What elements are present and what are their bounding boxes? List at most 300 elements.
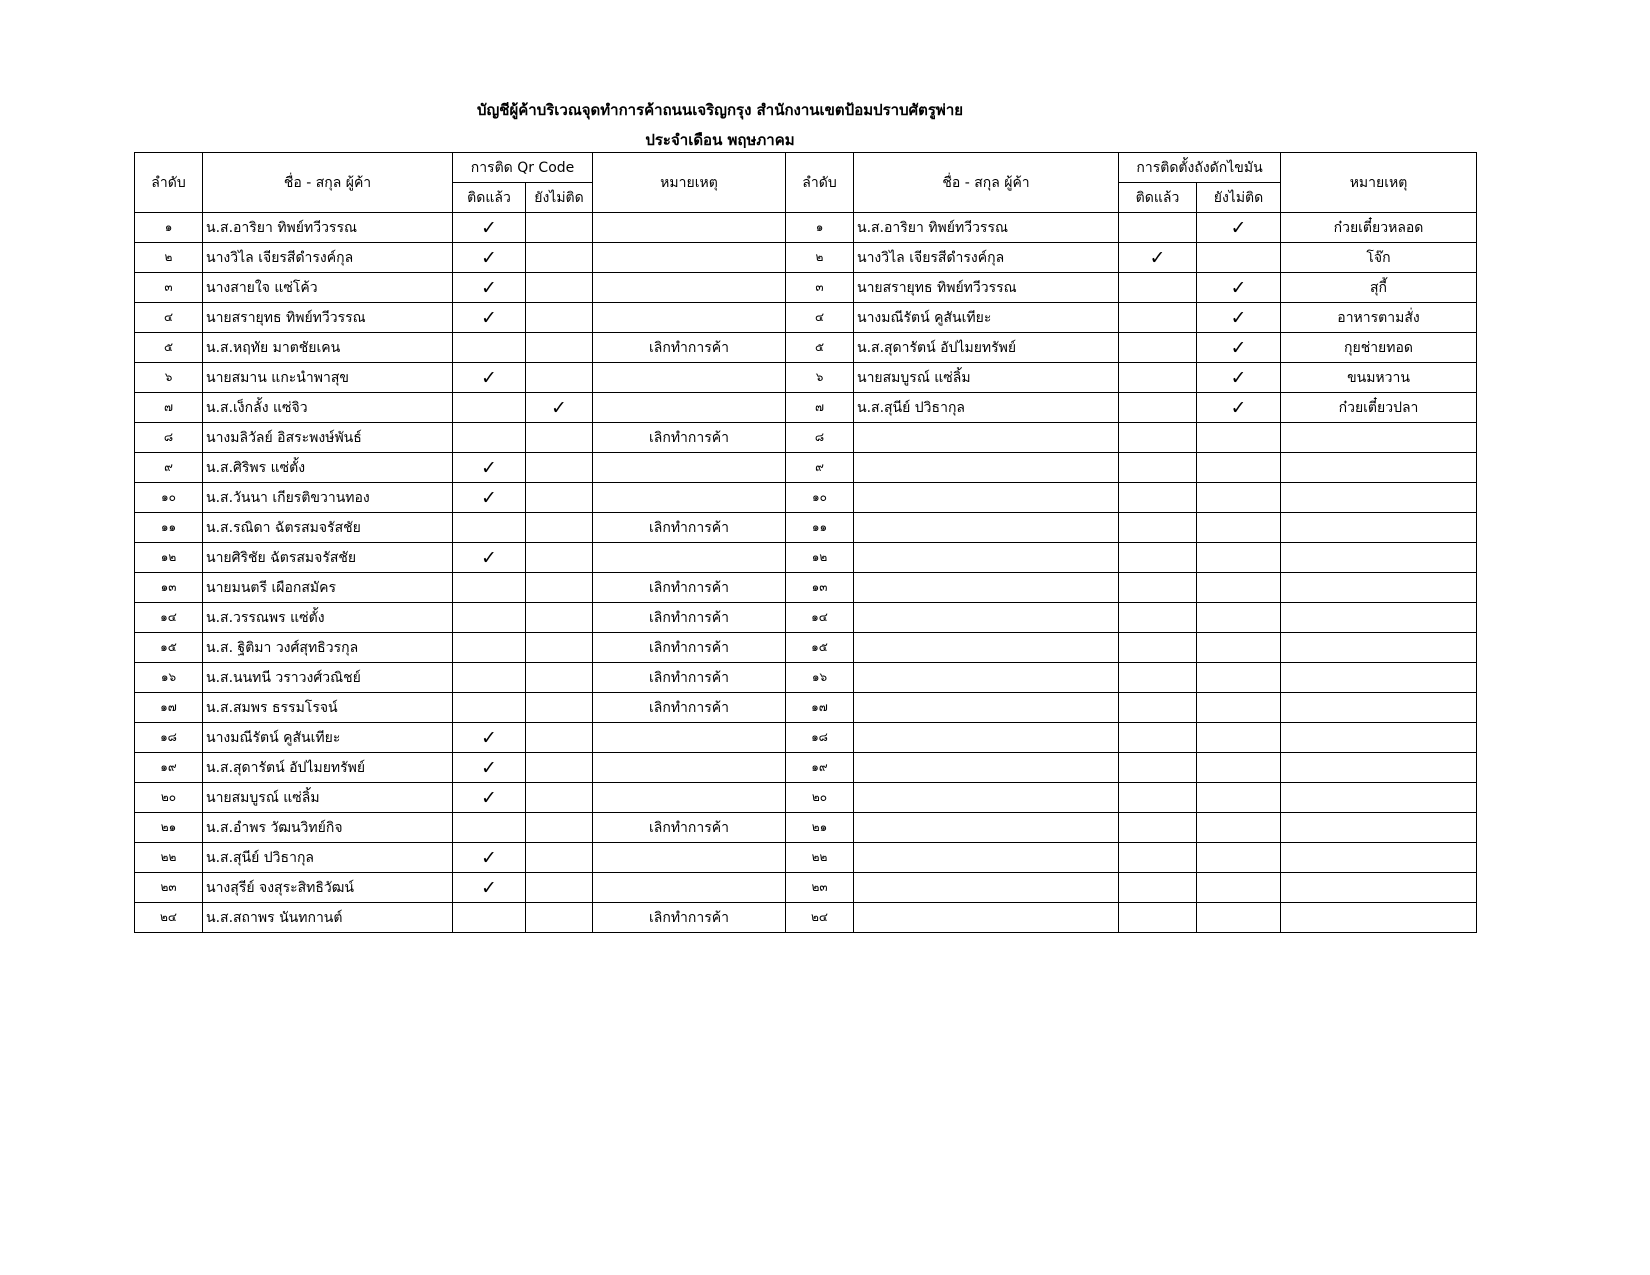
row-right-trap-notyet: [1197, 753, 1281, 783]
row-right-no: ๑๖: [786, 663, 854, 693]
row-right-name: [854, 693, 1119, 723]
row-right-remark: [1281, 543, 1477, 573]
row-left-name: นางวิไล เจียรสีดำรงค์กุล: [203, 243, 453, 273]
row-left-remark: [593, 213, 786, 243]
table-row: [135, 303, 1477, 333]
row-left-name: น.ส.ศิริพร แซ่ตั้ง: [203, 453, 453, 483]
row-right-trap-done: [1119, 273, 1197, 303]
row-right-name: น.ส.สุดารัตน์ อัปไมยทรัพย์: [854, 333, 1119, 363]
table-row: [135, 513, 1477, 543]
row-left-remark: [593, 543, 786, 573]
row-left-no: ๑๖: [135, 663, 203, 693]
row-right-trap-notyet: [1197, 603, 1281, 633]
row-left-name: นางมลิวัลย์ อิสระพงษ์พันธ์: [203, 423, 453, 453]
table-row: [135, 243, 1477, 273]
row-left-no: ๑๑: [135, 513, 203, 543]
row-right-remark: [1281, 423, 1477, 453]
row-right-trap-notyet: [1197, 723, 1281, 753]
row-left-name: น.ส.เง็กลั้ง แซ่จิว: [203, 393, 453, 423]
row-right-no: ๑๑: [786, 513, 854, 543]
row-right-remark: กุยช่ายทอด: [1281, 333, 1477, 363]
header-left-remark: หมายเหตุ: [593, 153, 786, 213]
row-right-no: ๑๓: [786, 573, 854, 603]
row-left-qr-notyet: [526, 333, 593, 363]
row-right-trap-done: [1119, 903, 1197, 933]
row-left-no: ๙: [135, 453, 203, 483]
row-left-remark: [593, 393, 786, 423]
row-left-qr-notyet: [526, 903, 593, 933]
row-left-qr-done: [453, 543, 526, 573]
row-left-remark: เลิกทำการค้า: [593, 423, 786, 453]
row-right-no: ๙: [786, 453, 854, 483]
row-right-no: ๑๕: [786, 633, 854, 663]
row-left-qr-done: [453, 423, 526, 453]
document-subtitle: ประจำเดือน พฤษภาคม: [645, 131, 795, 149]
row-left-remark: [593, 843, 786, 873]
table-row: [135, 213, 1477, 243]
check-icon: ✓: [1230, 276, 1247, 299]
row-right-trap-done: [1119, 483, 1197, 513]
row-left-qr-done: [453, 753, 526, 783]
row-right-trap-notyet: [1197, 843, 1281, 873]
check-icon: ✓: [481, 276, 497, 299]
table-row: [135, 273, 1477, 303]
row-left-qr-notyet: [526, 693, 593, 723]
row-right-remark: [1281, 723, 1477, 753]
row-left-no: ๖: [135, 363, 203, 393]
row-left-qr-done: [453, 573, 526, 603]
row-right-trap-done: [1119, 573, 1197, 603]
row-right-name: [854, 843, 1119, 873]
row-right-trap-notyet: [1197, 333, 1281, 363]
row-right-name: น.ส.อาริยา ทิพย์ทวีวรรณ: [854, 213, 1119, 243]
check-icon: ✓: [481, 846, 497, 869]
row-left-no: ๑๐: [135, 483, 203, 513]
row-right-no: ๒๓: [786, 873, 854, 903]
table-row: [135, 423, 1477, 453]
row-left-remark: เลิกทำการค้า: [593, 513, 786, 543]
row-right-no: ๑๔: [786, 603, 854, 633]
row-left-name: น.ส.วรรณพร แซ่ตั้ง: [203, 603, 453, 633]
row-left-no: ๑: [135, 213, 203, 243]
check-icon: ✓: [481, 546, 497, 569]
header-right-name: ชื่อ - สกุล ผู้ค้า: [854, 153, 1119, 213]
row-left-qr-done: [453, 453, 526, 483]
row-left-qr-notyet: [526, 243, 593, 273]
row-right-no: ๕: [786, 333, 854, 363]
row-right-trap-notyet: [1197, 213, 1281, 243]
row-left-name: นางมณีรัตน์ คูสันเทียะ: [203, 723, 453, 753]
table-row: [135, 633, 1477, 663]
row-left-name: นางสายใจ แซ่โค้ว: [203, 273, 453, 303]
row-left-remark: เลิกทำการค้า: [593, 633, 786, 663]
row-left-name: น.ส.สถาพร นันทกานต์: [203, 903, 453, 933]
row-left-remark: เลิกทำการค้า: [593, 813, 786, 843]
row-left-qr-done: [453, 363, 526, 393]
row-left-qr-done: [453, 813, 526, 843]
row-right-trap-done: [1119, 513, 1197, 543]
row-right-no: ๑: [786, 213, 854, 243]
row-right-name: [854, 753, 1119, 783]
row-left-remark: [593, 243, 786, 273]
row-right-no: ๑๐: [786, 483, 854, 513]
row-left-name: น.ส.อำพร วัฒนวิทย์กิจ: [203, 813, 453, 843]
row-right-name: [854, 513, 1119, 543]
row-left-remark: [593, 873, 786, 903]
check-icon: ✓: [1230, 396, 1247, 419]
row-left-no: ๘: [135, 423, 203, 453]
row-right-trap-notyet: [1197, 543, 1281, 573]
table-row: [135, 543, 1477, 573]
row-left-no: ๒๑: [135, 813, 203, 843]
table-row: [135, 753, 1477, 783]
row-left-qr-done: [453, 333, 526, 363]
row-left-qr-notyet: [526, 453, 593, 483]
table-row: [135, 873, 1477, 903]
row-left-no: ๒: [135, 243, 203, 273]
row-left-qr-notyet: [526, 873, 593, 903]
check-icon: ✓: [481, 786, 497, 809]
row-left-no: ๗: [135, 393, 203, 423]
table-row: [135, 843, 1477, 873]
row-right-remark: [1281, 903, 1477, 933]
row-left-name: นายศิริชัย ฉัตรสมจรัสชัย: [203, 543, 453, 573]
row-right-no: ๑๙: [786, 753, 854, 783]
row-left-qr-notyet: [526, 753, 593, 783]
check-icon: ✓: [1149, 246, 1166, 269]
row-left-qr-notyet: [526, 573, 593, 603]
row-right-name: [854, 483, 1119, 513]
row-right-trap-notyet: [1197, 423, 1281, 453]
row-left-name: น.ส.สุนีย์ ปวิธากุล: [203, 843, 453, 873]
row-right-name: [854, 603, 1119, 633]
row-right-name: [854, 633, 1119, 663]
row-right-trap-notyet: [1197, 483, 1281, 513]
row-left-qr-notyet: [526, 543, 593, 573]
row-right-name: นางมณีรัตน์ คูสันเทียะ: [854, 303, 1119, 333]
row-right-trap-done: [1119, 843, 1197, 873]
header-left-done: ติดแล้ว: [453, 183, 526, 213]
row-right-trap-notyet: [1197, 693, 1281, 723]
row-left-no: ๒๒: [135, 843, 203, 873]
row-left-no: ๑๕: [135, 633, 203, 663]
row-left-qr-notyet: [526, 213, 593, 243]
row-right-remark: [1281, 603, 1477, 633]
check-icon: ✓: [481, 246, 497, 269]
row-left-no: ๑๙: [135, 753, 203, 783]
check-icon: ✓: [481, 216, 497, 239]
row-right-remark: อาหารตามสั่ง: [1281, 303, 1477, 333]
row-left-remark: เลิกทำการค้า: [593, 603, 786, 633]
table-row: [135, 453, 1477, 483]
row-right-name: [854, 453, 1119, 483]
row-left-qr-notyet: [526, 303, 593, 333]
row-left-name: น.ส.สุดารัตน์ อัปไมยทรัพย์: [203, 753, 453, 783]
table-row: [135, 363, 1477, 393]
row-left-qr-done: [453, 603, 526, 633]
table-row: [135, 813, 1477, 843]
row-left-remark: [593, 363, 786, 393]
row-left-qr-done: [453, 273, 526, 303]
header-left-no: ลำดับ: [135, 153, 203, 213]
row-left-no: ๒๔: [135, 903, 203, 933]
check-icon: ✓: [481, 756, 497, 779]
table-row: [135, 903, 1477, 933]
check-icon: ✓: [1230, 366, 1247, 389]
row-right-trap-notyet: [1197, 243, 1281, 273]
row-right-remark: ก๋วยเตี๋ยวปลา: [1281, 393, 1477, 423]
row-right-remark: [1281, 513, 1477, 543]
row-right-trap-notyet: [1197, 573, 1281, 603]
row-left-no: ๑๒: [135, 543, 203, 573]
row-left-no: ๒๐: [135, 783, 203, 813]
row-right-remark: โจ๊ก: [1281, 243, 1477, 273]
row-right-trap-notyet: [1197, 873, 1281, 903]
row-right-no: ๑๗: [786, 693, 854, 723]
row-right-no: ๒๒: [786, 843, 854, 873]
row-left-no: ๑๘: [135, 723, 203, 753]
check-icon: ✓: [481, 486, 497, 509]
check-icon: ✓: [1230, 306, 1247, 329]
row-left-name: น.ส.หฤทัย มาตชัยเคน: [203, 333, 453, 363]
row-right-remark: [1281, 813, 1477, 843]
row-left-qr-notyet: [526, 423, 593, 453]
row-left-remark: [593, 723, 786, 753]
row-right-trap-done: [1119, 783, 1197, 813]
row-left-remark: เลิกทำการค้า: [593, 693, 786, 723]
row-left-qr-done: [453, 873, 526, 903]
header-right-no: ลำดับ: [786, 153, 854, 213]
row-left-remark: [593, 303, 786, 333]
row-right-no: ๑๘: [786, 723, 854, 753]
row-right-trap-notyet: [1197, 273, 1281, 303]
row-right-trap-notyet: [1197, 363, 1281, 393]
check-icon: ✓: [1230, 216, 1247, 239]
row-left-name: น.ส. ฐิติมา วงศ์สุทธิวรกุล: [203, 633, 453, 663]
row-right-no: ๒๔: [786, 903, 854, 933]
row-right-name: นางวิไล เจียรสีดำรงค์กุล: [854, 243, 1119, 273]
table-row: [135, 663, 1477, 693]
row-right-remark: [1281, 753, 1477, 783]
row-right-trap-done: [1119, 213, 1197, 243]
row-left-qr-notyet: [526, 363, 593, 393]
row-left-qr-done: [453, 483, 526, 513]
row-right-trap-done: [1119, 333, 1197, 363]
row-left-name: น.ส.นนทนี วราวงศ์วณิชย์: [203, 663, 453, 693]
check-icon: ✓: [481, 456, 497, 479]
header-right-notyet: ยังไม่ติด: [1197, 183, 1281, 213]
row-left-qr-done: [453, 513, 526, 543]
row-left-remark: เลิกทำการค้า: [593, 663, 786, 693]
row-right-trap-done: [1119, 303, 1197, 333]
header-right-remark: หมายเหตุ: [1281, 153, 1477, 213]
row-right-name: [854, 783, 1119, 813]
row-right-trap-notyet: [1197, 663, 1281, 693]
row-right-remark: ก๋วยเตี๋ยวหลอด: [1281, 213, 1477, 243]
row-left-qr-notyet: [526, 663, 593, 693]
row-right-trap-notyet: [1197, 453, 1281, 483]
row-left-remark: [593, 483, 786, 513]
row-right-trap-done: [1119, 723, 1197, 753]
row-right-name: [854, 873, 1119, 903]
check-icon: ✓: [481, 366, 497, 389]
row-left-name: น.ส.สมพร ธรรมโรจน์: [203, 693, 453, 723]
row-right-remark: [1281, 573, 1477, 603]
row-right-trap-done: [1119, 663, 1197, 693]
row-right-no: ๘: [786, 423, 854, 453]
row-left-no: ๔: [135, 303, 203, 333]
row-left-qr-done: [453, 693, 526, 723]
row-right-remark: [1281, 633, 1477, 663]
table-row: [135, 573, 1477, 603]
row-right-trap-done: [1119, 393, 1197, 423]
row-right-remark: ขนมหวาน: [1281, 363, 1477, 393]
row-left-remark: [593, 753, 786, 783]
row-right-trap-notyet: [1197, 813, 1281, 843]
row-right-trap-notyet: [1197, 633, 1281, 663]
row-left-remark: [593, 783, 786, 813]
row-right-trap-notyet: [1197, 513, 1281, 543]
row-left-qr-done: [453, 783, 526, 813]
vendor-table-body: [135, 213, 1477, 933]
row-left-name: น.ส.รณิดา ฉัตรสมจรัสชัย: [203, 513, 453, 543]
row-left-name: นายสมาน แกะนำพาสุข: [203, 363, 453, 393]
row-right-no: ๒๑: [786, 813, 854, 843]
row-right-remark: [1281, 843, 1477, 873]
row-right-trap-done: [1119, 693, 1197, 723]
row-right-trap-notyet: [1197, 393, 1281, 423]
row-right-name: [854, 663, 1119, 693]
row-right-remark: สุกี้: [1281, 273, 1477, 303]
row-left-qr-notyet: [526, 273, 593, 303]
row-left-qr-done: [453, 303, 526, 333]
table-row: [135, 693, 1477, 723]
table-row: [135, 483, 1477, 513]
row-right-trap-done: [1119, 633, 1197, 663]
check-icon: ✓: [481, 306, 497, 329]
table-row: [135, 333, 1477, 363]
row-right-remark: [1281, 663, 1477, 693]
row-left-remark: เลิกทำการค้า: [593, 573, 786, 603]
row-left-qr-done: [453, 903, 526, 933]
row-left-qr-notyet: [526, 513, 593, 543]
row-right-trap-done: [1119, 423, 1197, 453]
row-right-remark: [1281, 453, 1477, 483]
header-left-notyet: ยังไม่ติด: [526, 183, 593, 213]
row-left-name: นายสมบูรณ์ แซ่ลิ้ม: [203, 783, 453, 813]
row-left-remark: เลิกทำการค้า: [593, 333, 786, 363]
row-left-qr-done: [453, 243, 526, 273]
row-left-qr-done: [453, 843, 526, 873]
table-row: [135, 393, 1477, 423]
header-right-done: ติดแล้ว: [1119, 183, 1197, 213]
row-left-qr-done: [453, 213, 526, 243]
row-right-trap-done: [1119, 753, 1197, 783]
row-right-trap-done: [1119, 543, 1197, 573]
row-left-qr-notyet: [526, 633, 593, 663]
row-left-no: ๑๓: [135, 573, 203, 603]
table-row: [135, 783, 1477, 813]
row-right-trap-done: [1119, 813, 1197, 843]
row-left-name: นายมนตรี เผือกสมัคร: [203, 573, 453, 603]
row-right-name: [854, 423, 1119, 453]
row-left-qr-done: [453, 663, 526, 693]
header-left-name: ชื่อ - สกุล ผู้ค้า: [203, 153, 453, 213]
row-left-qr-done: [453, 393, 526, 423]
check-icon: ✓: [1230, 336, 1247, 359]
row-right-trap-done: [1119, 603, 1197, 633]
row-right-name: นายสรายุทธ ทิพย์ทวีวรรณ: [854, 273, 1119, 303]
row-left-no: ๑๗: [135, 693, 203, 723]
row-left-qr-notyet: [526, 843, 593, 873]
row-right-trap-done: [1119, 363, 1197, 393]
row-right-trap-done: [1119, 453, 1197, 483]
row-right-name: น.ส.สุนีย์ ปวิธากุล: [854, 393, 1119, 423]
row-right-no: ๒: [786, 243, 854, 273]
row-left-qr-done: [453, 723, 526, 753]
table-row: [135, 723, 1477, 753]
row-right-trap-done: [1119, 243, 1197, 273]
row-left-no: ๒๓: [135, 873, 203, 903]
document-title: บัญชีผู้ค้าบริเวณจุดทำการค้าถนนเจริญกรุง สำนักงานเขตป้อมปราบศัตรูพ่าย: [476, 101, 964, 119]
row-right-no: ๒๐: [786, 783, 854, 813]
row-left-qr-notyet: [526, 393, 593, 423]
row-right-trap-notyet: [1197, 783, 1281, 813]
check-icon: ✓: [481, 876, 497, 899]
row-right-remark: [1281, 783, 1477, 813]
row-left-name: น.ส.อาริยา ทิพย์ทวีวรรณ: [203, 213, 453, 243]
row-left-qr-notyet: [526, 723, 593, 753]
row-left-name: นางสุรีย์ จงสุระสิทธิวัฒน์: [203, 873, 453, 903]
row-left-qr-notyet: [526, 603, 593, 633]
row-right-trap-notyet: [1197, 903, 1281, 933]
row-left-no: ๑๔: [135, 603, 203, 633]
check-icon: ✓: [551, 396, 567, 419]
row-left-remark: [593, 273, 786, 303]
row-right-no: ๓: [786, 273, 854, 303]
row-right-name: [854, 573, 1119, 603]
row-right-name: [854, 813, 1119, 843]
row-left-qr-done: [453, 633, 526, 663]
row-left-remark: เลิกทำการค้า: [593, 903, 786, 933]
check-icon: ✓: [481, 726, 497, 749]
row-left-qr-notyet: [526, 783, 593, 813]
row-left-qr-notyet: [526, 483, 593, 513]
row-left-remark: [593, 453, 786, 483]
row-right-trap-done: [1119, 873, 1197, 903]
row-right-name: [854, 543, 1119, 573]
row-right-remark: [1281, 693, 1477, 723]
row-left-qr-notyet: [526, 813, 593, 843]
header-left-qr-group: การติด Qr Code: [453, 153, 593, 183]
row-right-no: ๗: [786, 393, 854, 423]
row-right-remark: [1281, 483, 1477, 513]
row-right-name: นายสมบูรณ์ แซ่ลิ้ม: [854, 363, 1119, 393]
header-right-grease-trap-group: การติดตั้งถังดักไขมัน: [1119, 153, 1281, 183]
table-row: [135, 603, 1477, 633]
row-left-no: ๓: [135, 273, 203, 303]
row-right-trap-notyet: [1197, 303, 1281, 333]
row-right-name: [854, 903, 1119, 933]
row-right-remark: [1281, 873, 1477, 903]
row-right-no: ๖: [786, 363, 854, 393]
row-left-name: น.ส.วันนา เกียรติขวานทอง: [203, 483, 453, 513]
row-left-no: ๕: [135, 333, 203, 363]
row-right-no: ๔: [786, 303, 854, 333]
vendor-table: [134, 152, 1477, 933]
row-left-name: นายสรายุทธ ทิพย์ทวีวรรณ: [203, 303, 453, 333]
row-right-name: [854, 723, 1119, 753]
